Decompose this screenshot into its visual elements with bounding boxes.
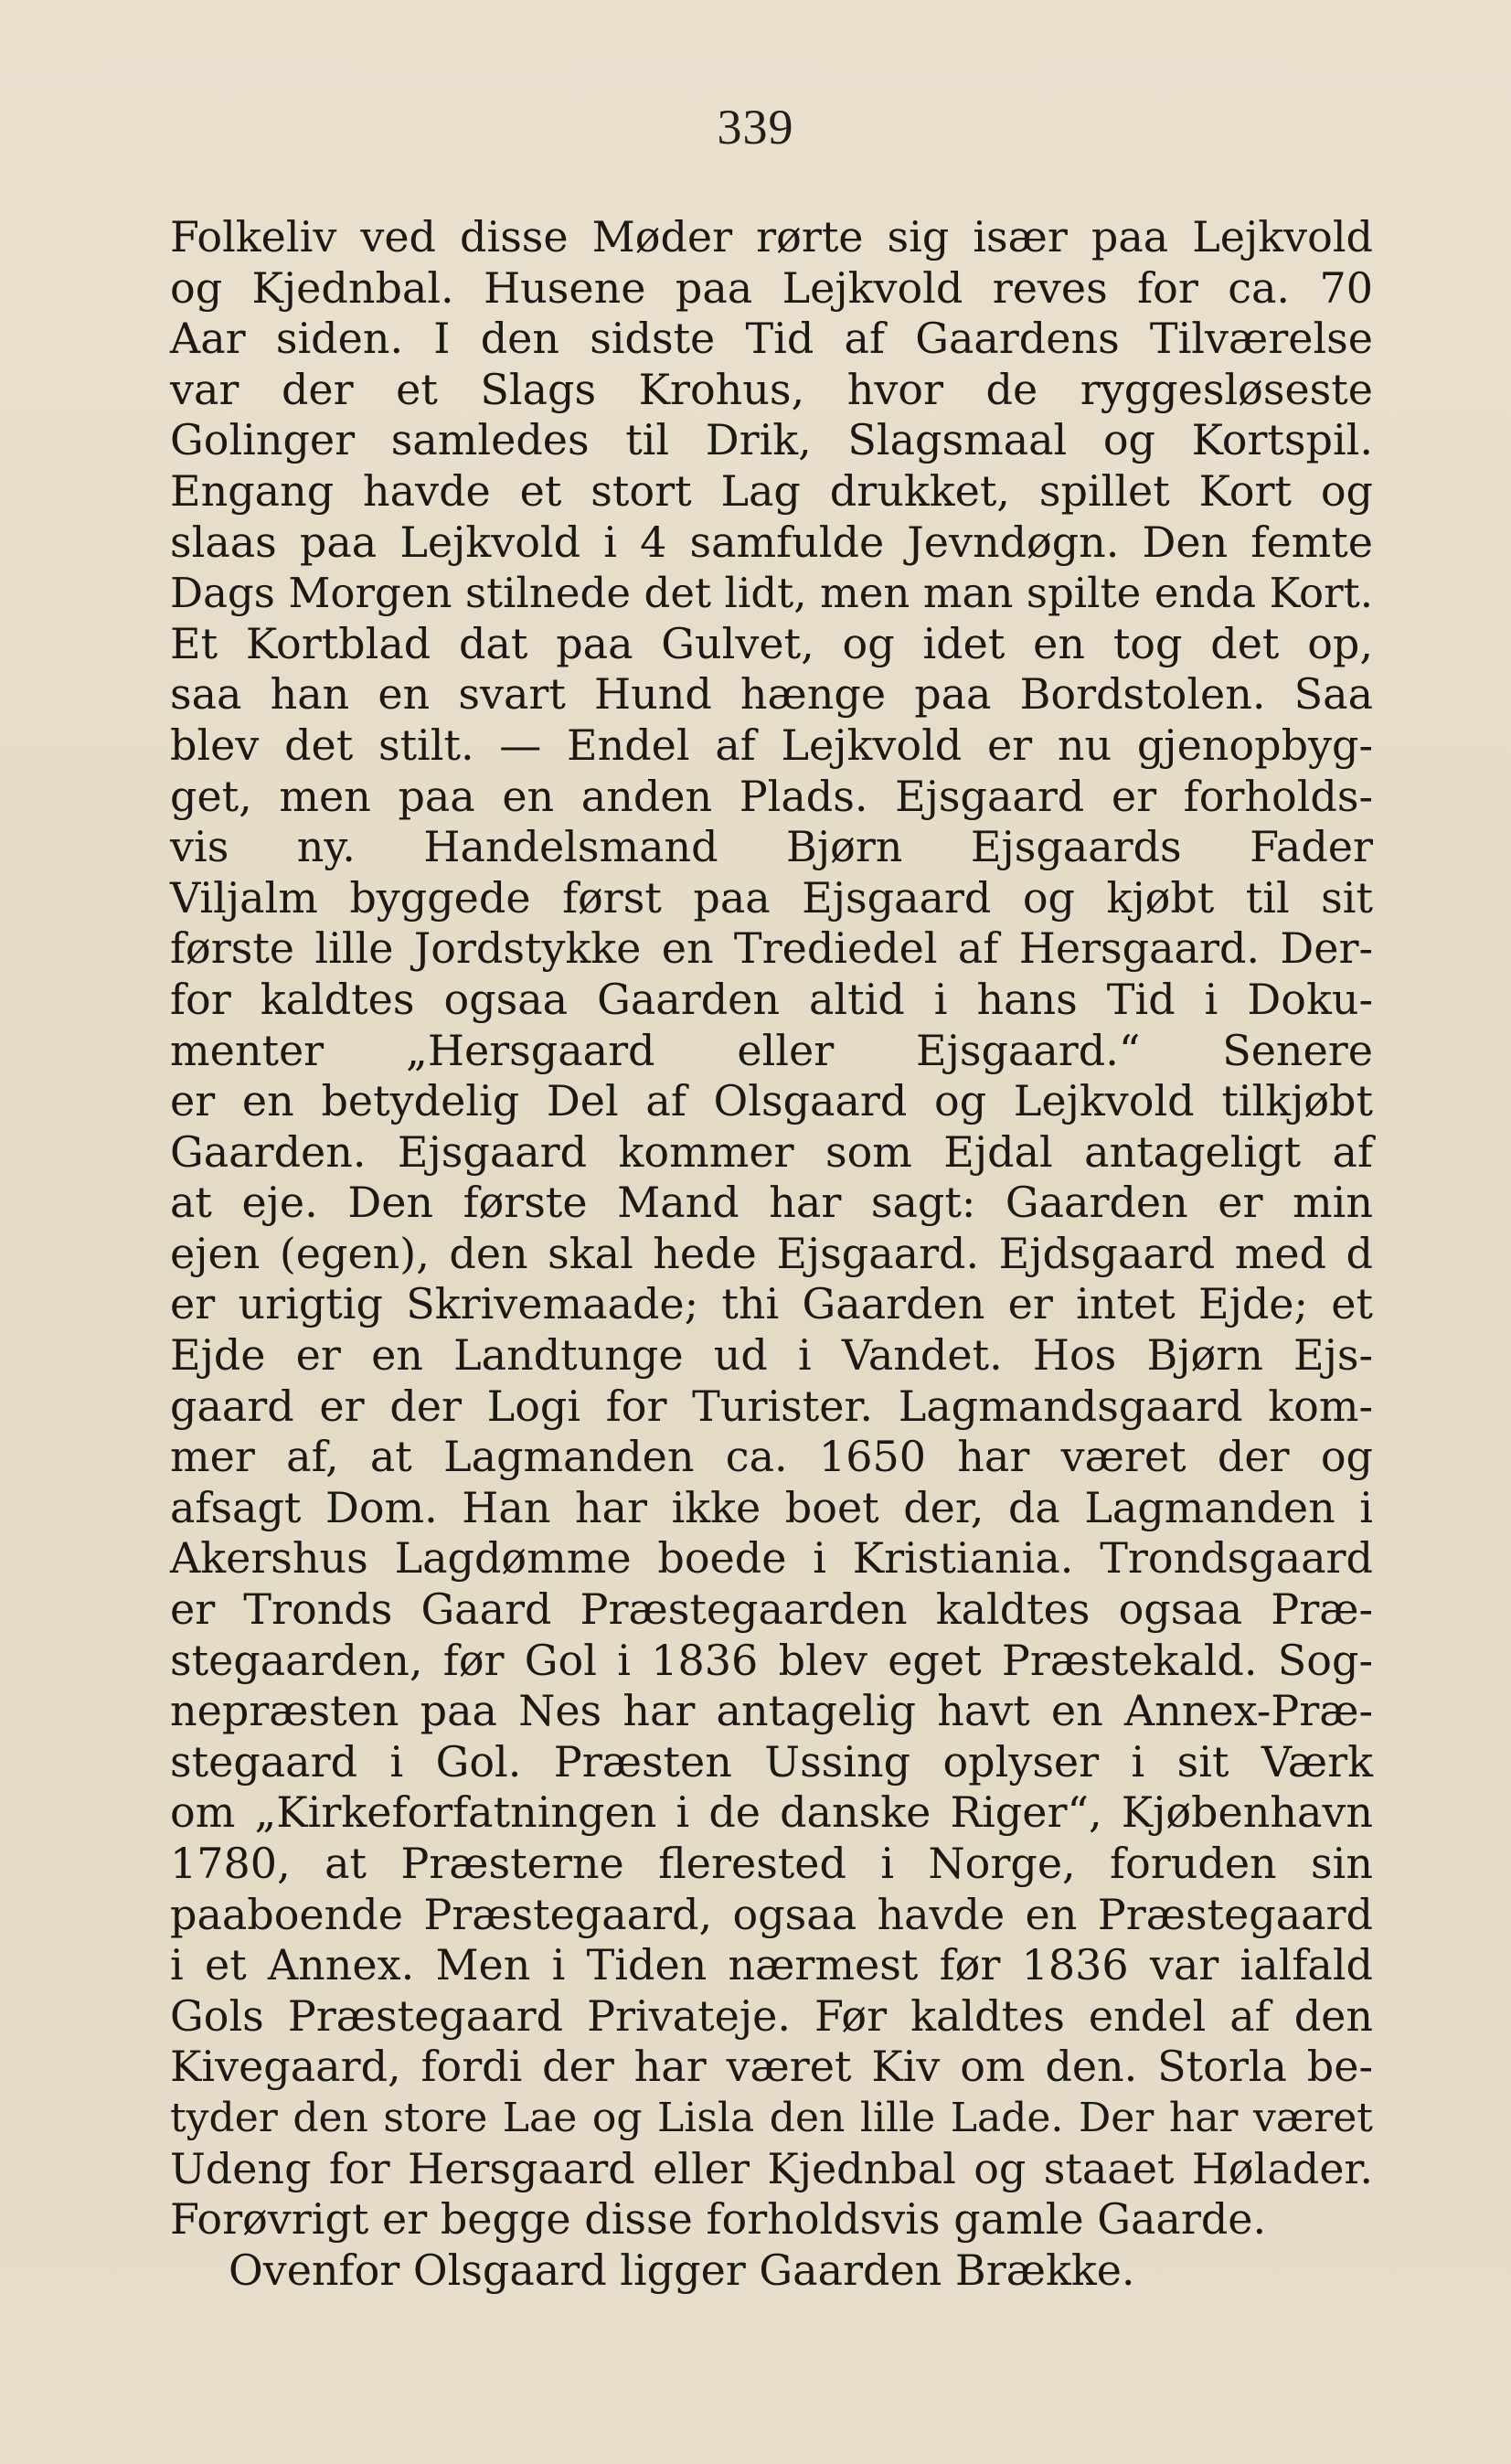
text-line: tyder den store Lae og Lisla den lille Lade. Der har været	[170, 2094, 1373, 2141]
text-line: er Tronds Gaard Præstegaarden kaldtes ogsaa Præ-	[170, 1584, 1373, 1635]
page-number: 339	[717, 100, 794, 155]
text-line: ejen (egen), den skal hede Ejsgaard. Ejdsgaard med d	[170, 1228, 1373, 1278]
text-line: Ejde er en Landtunge ud i Vandet. Hos Bjørn Ejs-	[170, 1330, 1373, 1381]
text-line: Gaarden. Ejsgaard kommer som Ejdal antageligt af	[170, 1126, 1373, 1177]
text-line: stegaard i Gol. Præsten Ussing oplyser i sit Værk	[170, 1736, 1373, 1787]
text-line: afsagt Dom. Han har ikke boet der, da Lagmanden i	[170, 1482, 1373, 1532]
text-line: Udeng for Hersgaard eller Kjednbal og staaet Hølader.	[170, 2143, 1373, 2193]
text-line: blev det stilt. — Endel af Lejkvold er nu gjenopbyg-	[170, 720, 1373, 770]
text-line: menter „Hersgaard eller Ejsgaard.“ Senere	[170, 1025, 1373, 1075]
text-line: i et Annex. Men i Tiden nærmest før 1836 var ialfald	[170, 1940, 1373, 1990]
body-text	[170, 212, 1373, 2296]
text-line: at eje. Den første Mand har sagt: Gaarden er min	[170, 1178, 1373, 1228]
text-line: om „Kirkeforfatningen i de danske Riger“, Kjøbenhavn	[170, 1787, 1373, 1838]
text-line: Viljalm byggede først paa Ejsgaard og kjøbt til sit	[170, 872, 1373, 923]
text-line: Golinger samledes til Drik, Slagsmaal og Kortspil.	[170, 415, 1373, 465]
text-line: Dags Morgen stilnede det lidt, men man spilte enda Kort.	[170, 569, 1373, 618]
text-line: nepræsten paa Nes har antagelig havt en Annex-Præ-	[170, 1686, 1373, 1736]
text-line: for kaldtes ogsaa Gaarden altid i hans Tid i Doku-	[170, 974, 1373, 1024]
text-line: Gols Præstegaard Privateje. Før kaldtes endel af den	[170, 1990, 1373, 2041]
text-line: Engang havde et stort Lag drukket, spillet Kort og	[170, 465, 1373, 516]
text-line: er en betydelig Del af Olsgaard og Lejkvold tilkjøbt	[170, 1076, 1373, 1126]
text-line: slaas paa Lejkvold i 4 samfulde Jevndøgn. Den femte	[170, 517, 1373, 567]
text-line: Akershus Lagdømme boede i Kristiania. Trondsgaard	[170, 1533, 1373, 1584]
text-line: vis ny. Handelsmand Bjørn Ejsgaards Fader	[170, 822, 1373, 872]
text-line: første lille Jordstykke en Trediedel af Hersgaard. Der-	[170, 923, 1373, 974]
text-line: Forøvrigt er begge disse forholdsvis gamle Gaarde.	[170, 2194, 1267, 2245]
text-line: Folkeliv ved disse Møder rørte sig især paa Lejkvold	[170, 212, 1373, 261]
text-line: gaard er der Logi for Turister. Lagmandsgaard kom-	[170, 1381, 1373, 1431]
text-line: mer af, at Lagmanden ca. 1650 har været der og	[170, 1432, 1373, 1482]
text-line: saa han en svart Hund hænge paa Bordstolen. Saa	[170, 669, 1373, 720]
text-line: Aar siden. I den sidste Tid af Gaardens Tilværelse	[170, 314, 1373, 364]
text-line: stegaarden, før Gol i 1836 blev eget Præstekald. Sog-	[170, 1635, 1373, 1685]
text-line: get, men paa en anden Plads. Ejsgaard er forholds-	[170, 771, 1373, 821]
text-line: Et Kortblad dat paa Gulvet, og idet en tog det op,	[170, 618, 1373, 668]
text-line: Ovenfor Olsgaard ligger Gaarden Brække.	[229, 2245, 1135, 2295]
text-line: Kivegaard, fordi der har været Kiv om den. Storla be-	[170, 2042, 1373, 2092]
text-line: er urigtig Skrivemaade; thi Gaarden er intet Ejde; et	[170, 1279, 1373, 1329]
text-line: 1780, at Præsterne flerested i Norge, foruden sin	[170, 1839, 1373, 1888]
text-line: var der et Slags Krohus, hvor de ryggesløseste	[170, 364, 1373, 414]
text-line: paaboende Præstegaard, ogsaa havde en Præstegaard	[170, 1889, 1373, 1939]
text-line: og Kjednbal. Husene paa Lejkvold reves for ca. 70	[170, 262, 1373, 313]
